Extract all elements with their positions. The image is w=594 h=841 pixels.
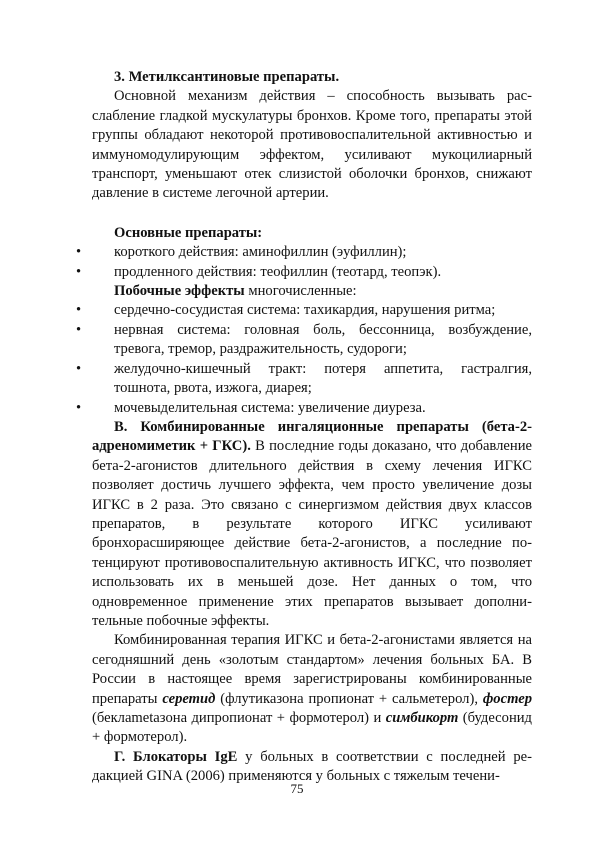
bullet-icon: •: [76, 321, 82, 338]
drug-name-symbicort: симбикорт: [385, 710, 459, 726]
main-drugs-heading: Основные препараты:: [114, 224, 263, 241]
section-g-heading: Г. Блокаторы IgE: [114, 748, 238, 765]
bullet-icon: •: [76, 302, 82, 319]
list-item: • сердечно-сосудистая система: тахикардия, нарушения ритма;: [92, 301, 532, 320]
section-g-paragraph: Г. Блокаторы IgE у больных в соответствии с последней редакцией GINA (2006) применяются у больных с тяжелым течени-: [92, 748, 533, 785]
document-page: [76, 68, 533, 787]
list-item: • короткого действия: аминофиллин (эуфиллин);: [92, 243, 532, 262]
side-effects-list: [76, 301, 532, 417]
list-item: • нервная система: головная боль, бессонница, возбуждение, тревога, тремор, раздражительность, судороги;: [76, 321, 532, 358]
bullet-icon: •: [76, 244, 82, 261]
combination-therapy-paragraph: Комбинированная терапия ИГКС и бета-2-агонистами является на сегодняшний день «золотым стандартом» лечения больных БА. В России в настоящее время зарегистрированы комбинированные препараты серетид (флутиказона пропионат + сальметерол), фостер (беклametазона дипропионат + формотерол) и симбикорт (будесонид + формотерол).: [92, 632, 532, 746]
drug-name-foster: фостер: [482, 690, 532, 707]
section-b-heading: В. Комбинированные ингаляционные препараты (бета-2-адреномиметик + ГКС).: [92, 418, 532, 455]
drug-name-seretide: серетид: [162, 690, 216, 707]
list-item: • продленного действия: теофиллин (теотард, теопэк).: [92, 263, 532, 282]
bullet-icon: •: [76, 399, 82, 416]
spacer: [92, 204, 532, 224]
page-number: 75: [290, 781, 304, 796]
bullet-icon: •: [76, 360, 82, 377]
side-effects-heading: Побочные эффекты многочисленные:: [114, 283, 357, 300]
bullet-icon: •: [76, 263, 82, 280]
section-b-paragraph: В. Комбинированные ингаляционные препараты (бета-2-адреномиметик + ГКС). В последние годы доказано, что добавление бета-2-агонистов длительного действия в схему лечения ИГКС позволяет достичь лучшего эффекта, чем просто увеличение дозы ИГКС в 2 раза. Это связано с синергизмом действия двух классов препаратов, в результате которого ИГКС усиливают бронхорасширяющее действие бета-2-агонистов, а последние потенцируют противовоспалительную активность ИГКС, что позволяет использовать их в меньшей дозе. Нет данных о том, что одновременное применение этих препаратов вызывает дополнительные побочные эффекты.: [92, 418, 532, 629]
list-item: • мочевыделительная система: увеличение диуреза.: [92, 399, 532, 418]
list-item: • желудочно-кишечный тракт: потеря аппетита, гастралгия, тошнота, рвота, изжога, диарея;: [76, 360, 532, 397]
section-3-paragraph: Основной механизм действия – способность вызывать расслабление гладкой мускулатуры бронхов. Кроме того, препараты этой группы обладают некоторой противовоспалительной активностью и иммуномодулирующим эффектом, усиливают мукоцилиарный транспорт, уменьшают отек слизистой оболочки бронхов, снижают давление в системе легочной артерии.: [92, 88, 532, 202]
section-3-heading: 3. Метилксантиновые препараты.: [114, 69, 340, 85]
main-drugs-list: [76, 243, 532, 282]
